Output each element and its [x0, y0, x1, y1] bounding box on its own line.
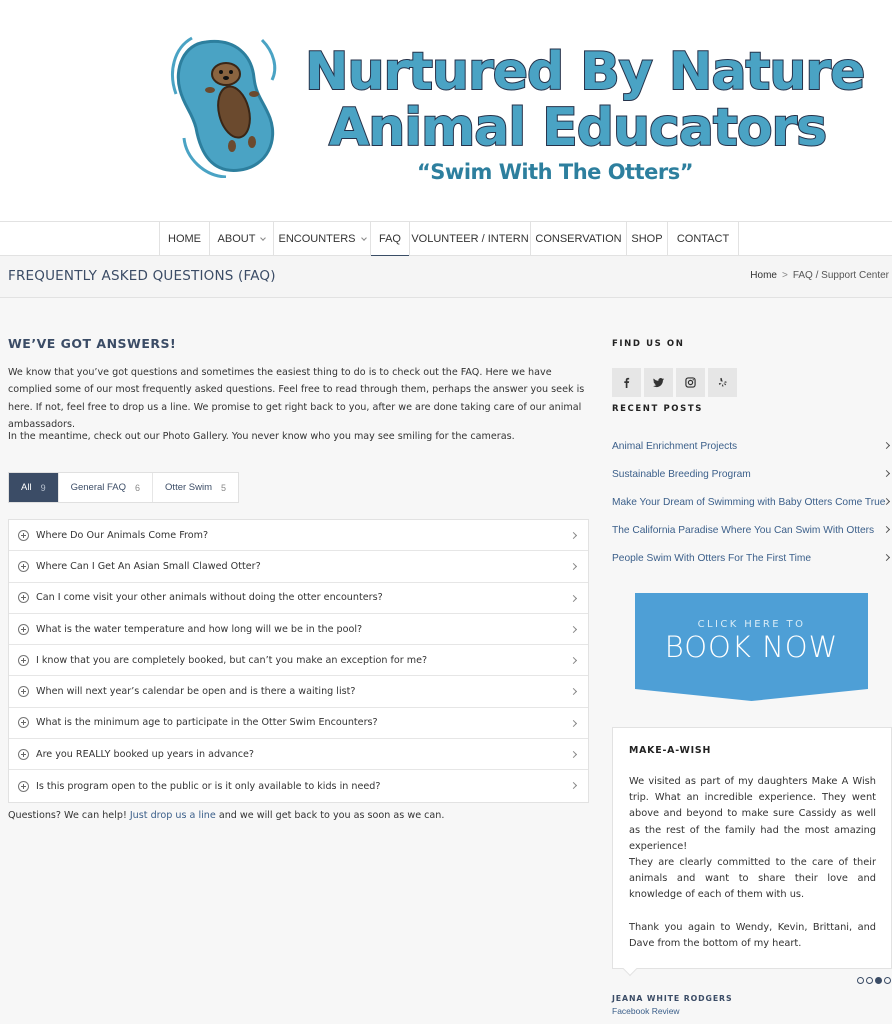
recent-posts-list [612, 432, 892, 572]
tab-label: Otter Swim [165, 482, 213, 493]
faq-question: When will next year’s calendar be open and is there a waiting list? [36, 686, 356, 698]
facebook-icon[interactable] [612, 368, 641, 397]
faq-filter-tabs [8, 472, 239, 503]
tab-all[interactable] [9, 473, 59, 502]
chevron-right-icon [570, 657, 577, 664]
chevron-right-icon [570, 532, 577, 539]
nav-item-label: ENCOUNTERS [278, 233, 356, 245]
testimonial-card [612, 727, 892, 969]
plus-circle-icon [18, 717, 29, 728]
contact-link[interactable]: Just drop us a line [129, 810, 216, 821]
plus-circle-icon [18, 655, 29, 666]
nav-item-label: FAQ [378, 233, 401, 245]
recent-post-title: Animal Enrichment Projects [612, 440, 738, 452]
breadcrumb-separator: > [781, 270, 788, 281]
tab-label: General FAQ [70, 482, 127, 493]
book-now-button[interactable]: BOOK NOW [664, 630, 839, 664]
twitter-icon[interactable] [644, 368, 673, 397]
carousel-dot[interactable] [875, 977, 882, 984]
help-suffix: and we will get back to you as soon as we can. [215, 810, 445, 821]
faq-item[interactable] [9, 676, 588, 707]
recent-post-title: People Swim With Otters For The First Time [612, 552, 812, 564]
tab-count-badge: 5 [221, 482, 227, 493]
faq-question: Can I come visit your other animals without doing the otter encounters? [36, 592, 383, 604]
faq-item[interactable] [9, 708, 588, 739]
social-links [612, 368, 737, 397]
carousel-dots [857, 977, 891, 984]
nav-item-contact[interactable] [668, 222, 739, 256]
faq-item[interactable] [9, 583, 588, 614]
faq-accordion [8, 519, 589, 803]
chevron-down-icon [261, 235, 267, 241]
recent-post-title: Make Your Dream of Swimming with Baby Otters Come True [612, 496, 886, 508]
nav-item-volunteer-intern[interactable] [410, 222, 531, 256]
testimonial-paragraph-1: We visited as part of my daughters Make A Wish trip. What an incredible experience. They went above and beyond to make sure Cassidy as well as the rest of the family had the most amazing experience! [629, 776, 876, 852]
chevron-right-icon [570, 626, 577, 633]
chevron-right-icon [570, 751, 577, 758]
tab-label: All [21, 482, 32, 493]
chevron-right-icon [883, 526, 890, 533]
plus-circle-icon [18, 686, 29, 697]
recent-post-title: The California Paradise Where You Can Swim With Otters [612, 524, 875, 536]
faq-item[interactable] [9, 614, 588, 645]
chevron-right-icon [570, 782, 577, 789]
help-prefix: Questions? We can help! [8, 810, 130, 821]
gallery-paragraph: In the meantime, check out our Photo Gallery. You never know who you may see smiling for the cameras. [8, 431, 515, 442]
nav-item-label: CONTACT [676, 233, 730, 245]
recent-post-link[interactable] [612, 460, 892, 488]
plus-circle-icon [18, 592, 29, 603]
faq-item[interactable] [9, 520, 588, 551]
nav-item-label: ABOUT [217, 233, 256, 245]
carousel-dot[interactable] [866, 977, 873, 984]
plus-circle-icon [18, 749, 29, 760]
section-heading: WE’VE GOT ANSWERS! [8, 336, 177, 351]
instagram-icon[interactable] [676, 368, 705, 397]
brand-tagline: “Swim With The Otters” [417, 160, 694, 184]
nav-item-about[interactable] [210, 222, 274, 256]
nav-item-faq[interactable] [371, 222, 410, 256]
brand-name-line2[interactable]: Animal Educators [329, 98, 827, 158]
plus-circle-icon [18, 781, 29, 792]
chevron-right-icon [883, 554, 890, 561]
chevron-right-icon [570, 595, 577, 602]
faq-question: What is the water temperature and how long will we be in the pool? [36, 623, 363, 635]
carousel-dot[interactable] [857, 977, 864, 984]
breadcrumb-current: FAQ / Support Center [792, 270, 889, 281]
nav-item-home[interactable] [160, 222, 210, 256]
recent-post-link[interactable] [612, 544, 892, 572]
intro-paragraph: We know that you’ve got questions and sometimes the easiest thing to do is to check out the FAQ. Here we have complied some of our most frequently asked questions. Feel free to read through them, perhaps the answer you seek is here. If not, feel free to drop us a line. We promise to get right back to you, after we are done taking care of our animal ambassadors. [8, 367, 585, 431]
nav-item-conservation[interactable] [531, 222, 627, 256]
recent-post-link[interactable] [612, 432, 892, 460]
nav-item-label: SHOP [631, 233, 663, 245]
tab-count-badge: 6 [135, 482, 141, 493]
testimonial-source-link[interactable]: Facebook Review [612, 1006, 680, 1016]
chevron-right-icon [883, 470, 890, 477]
yelp-icon[interactable] [708, 368, 737, 397]
page-title: FREQUENTLY ASKED QUESTIONS (FAQ) [8, 268, 276, 284]
testimonial-title: MAKE-A-WISH [629, 745, 712, 756]
chevron-right-icon [570, 688, 577, 695]
faq-question: Where Do Our Animals Come From? [36, 529, 209, 541]
testimonial-paragraph-3: Thank you again to Wendy, Kevin, Brittani, and Dave from the bottom of my heart. [629, 922, 876, 950]
nav-item-encounters[interactable] [274, 222, 371, 256]
testimonial-author: JEANA WHITE RODGERS [612, 994, 733, 1003]
plus-circle-icon [18, 530, 29, 541]
testimonial-paragraph-2: They are clearly committed to the care of their animals and want to share their love and knowledge of each of them with us. [629, 857, 876, 901]
faq-question: I know that you are completely booked, but can’t you make an exception for me? [36, 654, 428, 666]
chevron-right-icon [570, 720, 577, 727]
nav-item-label: CONSERVATION [535, 233, 622, 245]
recent-post-link[interactable] [612, 516, 892, 544]
chevron-right-icon [570, 563, 577, 570]
faq-question: Is this program open to the public or is it only available to kids in need? [36, 780, 381, 792]
recent-post-title: Sustainable Breeding Program [612, 468, 751, 480]
otter-logo-icon[interactable] [170, 34, 282, 178]
tab-general-faq[interactable] [59, 473, 153, 502]
plus-circle-icon [18, 561, 29, 572]
main-nav [0, 221, 892, 256]
chevron-right-icon [883, 442, 890, 449]
tab-otter-swim[interactable] [153, 473, 238, 502]
faq-item[interactable] [9, 551, 588, 582]
recent-post-link[interactable] [612, 488, 892, 516]
nav-item-label: HOME [168, 233, 201, 245]
tab-count-badge: 9 [40, 482, 46, 493]
page-title-bar [0, 256, 892, 298]
chevron-down-icon [361, 235, 367, 241]
help-line [8, 810, 444, 821]
site-header [0, 0, 892, 221]
faq-item[interactable] [9, 770, 588, 801]
nav-item-label: VOLUNTEER / INTERN [411, 233, 529, 245]
faq-question: Are you REALLY booked up years in advance? [36, 748, 254, 760]
nav-item-shop[interactable] [627, 222, 668, 256]
breadcrumb [750, 270, 889, 281]
plus-circle-icon [18, 624, 29, 635]
recent-posts-heading: RECENT POSTS [612, 404, 703, 414]
faq-item[interactable] [9, 739, 588, 770]
faq-question: What is the minimum age to participate in the Otter Swim Encounters? [36, 717, 378, 729]
find-us-heading: FIND US ON [612, 339, 685, 349]
brand-name-line1[interactable]: Nurtured By Nature [305, 42, 865, 102]
book-now-kicker[interactable]: CLICK HERE TO [697, 619, 806, 630]
nav-items [159, 222, 739, 256]
faq-question: Where Can I Get An Asian Small Clawed Otter? [36, 560, 261, 572]
carousel-dot[interactable] [884, 977, 891, 984]
faq-item[interactable] [9, 645, 588, 676]
breadcrumb-home-link[interactable]: Home [750, 270, 777, 281]
